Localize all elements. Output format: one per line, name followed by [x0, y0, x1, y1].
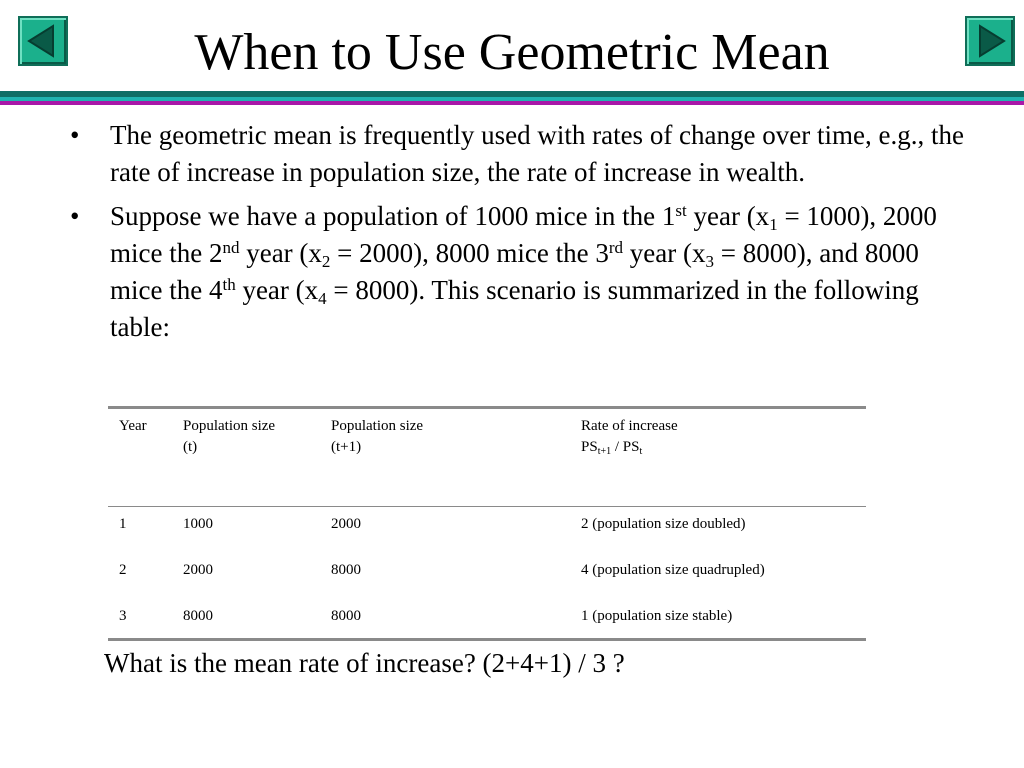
- cell-population-t1: 8000: [331, 608, 361, 624]
- bullet-text-part: = 8000). This scenario is summarized in the following table:: [110, 275, 919, 342]
- table-row: [108, 599, 866, 640]
- bullet-text-part: Suppose we have a population of 1000 mice in the 1: [110, 201, 676, 231]
- table-row: [108, 553, 866, 599]
- bullet-marker: •: [70, 120, 80, 150]
- next-slide-button[interactable]: [965, 16, 1015, 66]
- variable-subscript: 4: [318, 289, 327, 308]
- question-text: What is the mean rate of increase? (2+4+1) / 3 ?: [104, 648, 625, 678]
- variable-subscript: 1: [769, 215, 778, 234]
- bullet-text-part: year (x: [235, 275, 319, 305]
- rate-formula: [581, 437, 866, 458]
- variable-subscript: 3: [705, 252, 714, 271]
- header-population-t: [172, 408, 320, 507]
- bullet-item-2: [70, 198, 970, 346]
- ordinal-suffix: rd: [608, 238, 624, 257]
- bullet-text-part: = 8000), and 8000 mice the 4: [110, 238, 919, 305]
- bullet-list: [70, 117, 970, 353]
- cell-rate: 2 (population size doubled): [581, 516, 746, 532]
- header-label-line: Rate of increase: [581, 418, 678, 434]
- table-row: [108, 507, 866, 554]
- cell-year: 3: [119, 608, 127, 624]
- header-rule-magenta: [0, 101, 1024, 105]
- cell-rate: 4 (population size quadrupled): [581, 562, 765, 578]
- header-year: [108, 408, 172, 507]
- bullet-text-part: year (x: [686, 201, 770, 231]
- variable-subscript: 2: [321, 252, 331, 271]
- cell-population-t: 2000: [183, 562, 213, 578]
- formula-part: PS: [581, 439, 598, 455]
- population-table: [108, 406, 866, 641]
- triangle-right-icon: [967, 18, 1013, 64]
- table-header-row: [108, 408, 866, 507]
- formula-part: / PS: [611, 439, 640, 455]
- ordinal-suffix: th: [222, 275, 236, 294]
- cell-population-t: 8000: [183, 608, 213, 624]
- formula-subscript: t+1: [597, 446, 612, 457]
- ordinal-suffix: nd: [222, 238, 240, 257]
- ordinal-suffix: st: [675, 201, 687, 220]
- bullet-item-1: [70, 117, 970, 191]
- cell-population-t1: 8000: [331, 562, 361, 578]
- bullet-text-part: = 2000), 8000 mice the 3: [330, 238, 609, 268]
- cell-year: 2: [119, 562, 127, 578]
- bullet-text-part: year (x: [623, 238, 706, 268]
- header-label-line: (t+1): [331, 439, 362, 455]
- header-year-label: Year: [119, 418, 147, 434]
- cell-population-t: 1000: [183, 516, 213, 532]
- header-label-line: Population size: [183, 418, 276, 434]
- cell-rate: 1 (population size stable): [581, 608, 733, 624]
- bullet-marker: •: [70, 201, 80, 231]
- header-rate-of-increase: [570, 408, 866, 507]
- header-label-line: Population size: [331, 418, 424, 434]
- bullet-text-part: = 1000), 2000 mice the 2: [110, 201, 937, 268]
- cell-year: 1: [119, 516, 127, 532]
- bullet-text: The geometric mean is frequently used with rates of change over time, e.g., the rate of increase in population size, the rate of increase in wealth.: [110, 120, 964, 187]
- header-label-line: (t): [183, 439, 198, 455]
- cell-population-t1: 2000: [331, 516, 361, 532]
- header-population-t1: [320, 408, 570, 507]
- formula-subscript: t: [639, 446, 643, 457]
- bullet-text-part: year (x: [239, 238, 322, 268]
- slide-title: When to Use Geometric Mean: [194, 24, 830, 81]
